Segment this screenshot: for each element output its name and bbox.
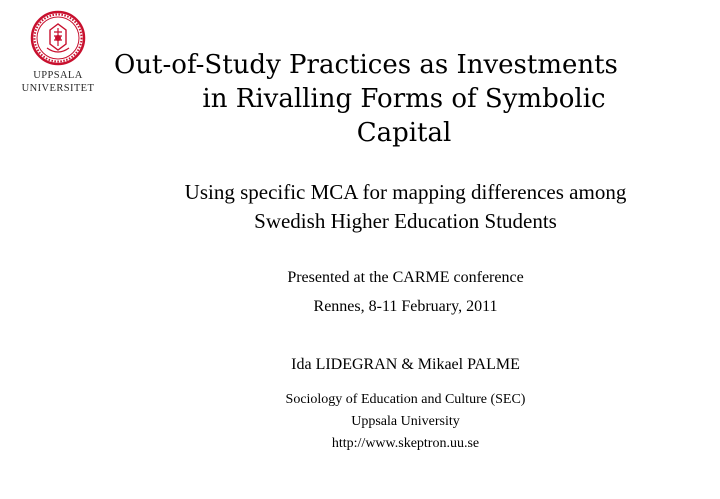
website-url-link[interactable]: http://www.skeptron.uu.se <box>331 436 480 451</box>
university-logo <box>18 10 98 96</box>
logo-text-line2: UNIVERSITET <box>21 83 95 94</box>
logo-text-line1: UPPSALA <box>33 70 83 81</box>
presented-at-text: Presented at the CARME conference <box>287 269 524 286</box>
title-line-2: in Rivalling Forms of Symbolic <box>202 84 606 114</box>
title-line-1: Out-of-Study Practices as Investments <box>114 50 618 80</box>
slide-title <box>104 48 704 150</box>
slide-subtitle <box>108 178 703 236</box>
authors-text: Ida LIDEGRAN & Mikael PALME <box>291 356 520 373</box>
conference-dates-text: Rennes, 8-11 February, 2011 <box>313 298 498 315</box>
title-line-3: Capital <box>356 118 452 148</box>
university-text: Uppsala University <box>351 414 460 429</box>
subtitle-line-1: Using specific MCA for mapping differences among <box>184 180 627 204</box>
uppsala-seal-icon <box>30 10 86 66</box>
department-text: Sociology of Education and Culture (SEC) <box>285 392 526 407</box>
subtitle-line-2: Swedish Higher Education Students <box>254 209 557 233</box>
